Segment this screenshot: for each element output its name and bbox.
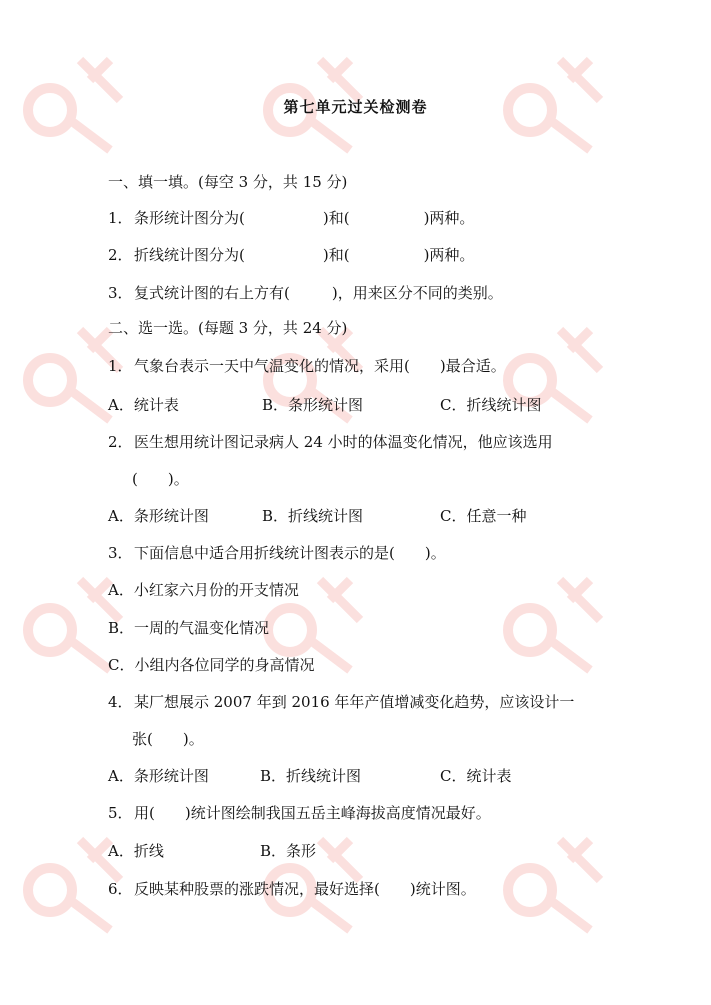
option-a[interactable]: A．条形统计图 [108, 507, 209, 525]
question-text: 气象台表示一天中气温变化的情况，采用( )最合适。 [134, 357, 506, 375]
option-b[interactable]: B．折线统计图 [260, 767, 362, 785]
question-2-4 [108, 692, 574, 712]
question-2-1 [108, 356, 506, 376]
question-text-a: 条形统计图分为( [134, 209, 245, 227]
question-number: 5． [108, 804, 133, 822]
question-text-b: )和( [322, 209, 350, 227]
question-number: 4． [108, 693, 133, 711]
question-text-c: )两种。 [423, 246, 475, 264]
option-b[interactable]: B．一周的气温变化情况 [108, 619, 270, 637]
question-number: 2． [108, 246, 133, 264]
option-c[interactable]: C．小组内各位同学的身高情况 [108, 656, 315, 674]
option-b[interactable]: B．条形统计图 [262, 396, 364, 414]
question-number: 2． [108, 433, 133, 451]
option-c[interactable]: C．任意一种 [440, 507, 527, 525]
question-text: 反映某种股票的涨跌情况，最好选择( )统计图。 [134, 880, 476, 898]
question-2-6 [108, 879, 476, 899]
option-c[interactable]: C．折线统计图 [440, 396, 542, 414]
question-text-continued: ( )。 [132, 470, 189, 488]
section-heading-fill: 一、填一填。(每空 3 分，共 15 分) [108, 173, 348, 191]
watermark-logo-icon [490, 560, 610, 680]
option-c[interactable]: C．统计表 [440, 767, 512, 785]
question-number: 6． [108, 880, 133, 898]
option-a[interactable]: A．统计表 [108, 396, 179, 414]
question-text-a: 复式统计图的右上方有( [134, 284, 290, 302]
option-a[interactable]: A．折线 [108, 842, 164, 860]
question-text: 下面信息中适合用折线统计图表示的是( )。 [134, 544, 446, 562]
option-b[interactable]: B．折线统计图 [262, 507, 364, 525]
question-1-2 [108, 245, 474, 265]
question-number: 3． [108, 544, 133, 562]
section-heading-choice: 二、选一选。(每题 3 分，共 24 分) [108, 319, 348, 337]
question-text: 用( )统计图绘制我国五岳主峰海拔高度情况最好。 [134, 804, 491, 822]
question-text: 某厂想展示 2007 年到 2016 年年产值增减变化趋势，应该设计一 [134, 693, 575, 711]
question-number: 1． [108, 209, 133, 227]
question-2-5 [108, 803, 491, 823]
page-title: 第七单元过关检测卷 [283, 98, 428, 116]
watermark-logo-icon [490, 820, 610, 940]
question-text-b: )和( [322, 246, 350, 264]
question-text-b: )，用来区分不同的类别。 [331, 284, 503, 302]
question-2-2 [108, 432, 553, 452]
question-number: 3． [108, 284, 133, 302]
question-text: 医生想用统计图记录病人 24 小时的体温变化情况，他应该选用 [134, 433, 553, 451]
option-a[interactable]: A．小红家六月份的开支情况 [108, 581, 299, 599]
question-text-c: )两种。 [423, 209, 475, 227]
option-a[interactable]: A．条形统计图 [108, 767, 209, 785]
question-1-1 [108, 208, 474, 228]
option-b[interactable]: B．条形 [260, 842, 317, 860]
question-1-3 [108, 283, 503, 303]
question-text-a: 折线统计图分为( [134, 246, 245, 264]
question-number: 1． [108, 357, 133, 375]
question-text-continued: 张( )。 [132, 730, 204, 748]
question-2-3 [108, 543, 446, 563]
